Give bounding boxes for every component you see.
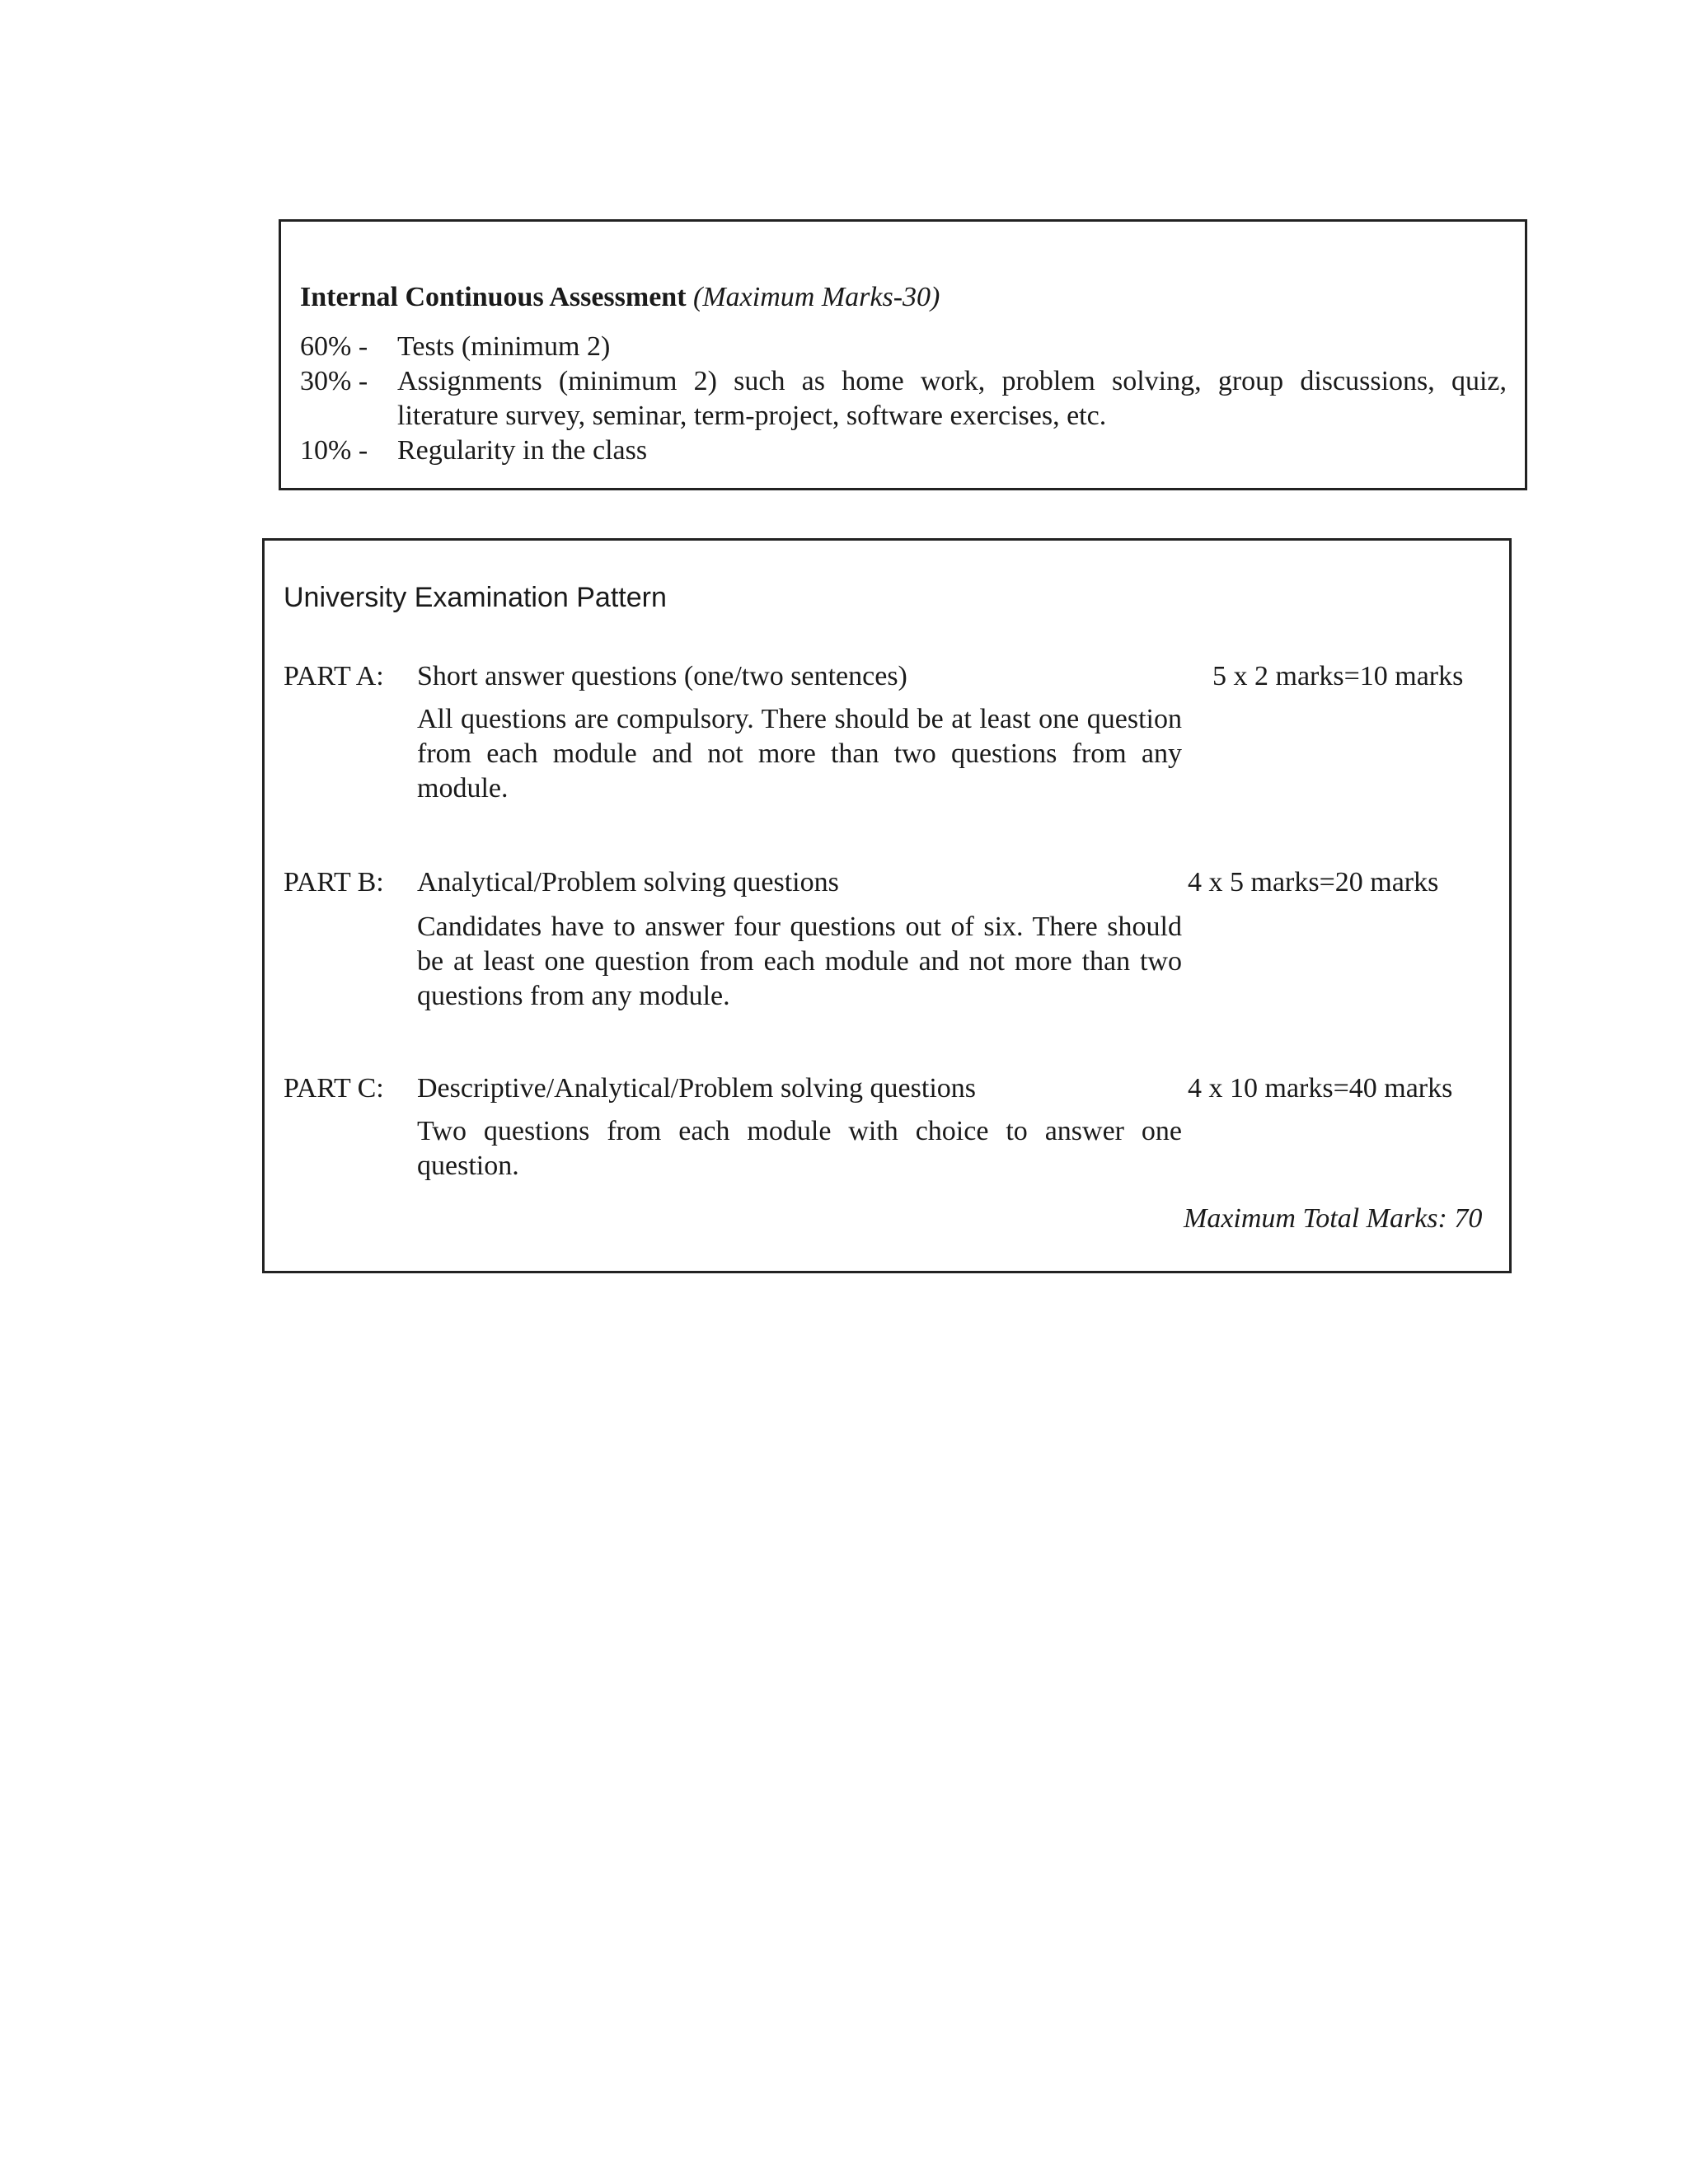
part-b-description: Candidates have to answer four questions out of six. There should be at least one question from each module and not more than two questions from any module. (417, 912, 1182, 1011)
assessment-percent: 60% - (300, 331, 368, 362)
part-b-marks: 4 x 5 marks=20 marks (1188, 867, 1439, 898)
internal-assessment-title: Internal Continuous Assessment (300, 282, 687, 312)
part-a-label: PART A: (284, 661, 384, 691)
part-b-title: Analytical/Problem solving questions (417, 867, 839, 898)
university-exam-title: University Examination Pattern (284, 582, 667, 613)
assessment-percent: 30% - (300, 366, 368, 396)
part-c-label: PART C: (284, 1073, 384, 1104)
assessment-text: Tests (minimum 2) (397, 331, 611, 362)
maximum-total-marks: Maximum Total Marks: 70 (1184, 1203, 1483, 1234)
assessment-item-tests (300, 330, 1507, 364)
part-a-description: All questions are compulsory. There should be at least one question from each module and not more than two questions from any module. (417, 704, 1182, 804)
part-b-label: PART B: (284, 867, 384, 898)
assessment-text: Regularity in the class (397, 435, 648, 466)
part-a-title: Short answer questions (one/two sentences) (417, 661, 907, 691)
university-exam-box (262, 538, 1512, 1273)
part-c-title: Descriptive/Analytical/Problem solving questions (417, 1073, 977, 1104)
assessment-item-assignments (300, 364, 1507, 434)
part-c-description: Two questions from each module with choice to answer one question. (417, 1116, 1182, 1181)
part-c-marks: 4 x 10 marks=40 marks (1188, 1073, 1453, 1104)
assessment-item-regularity (300, 434, 1507, 468)
assessment-text: Assignments (minimum 2) such as home work, problem solving, group discussions, quiz, literature survey, seminar, term-project, software exercises, etc. (397, 366, 1507, 431)
internal-assessment-heading (300, 282, 940, 313)
part-a-marks: 5 x 2 marks=10 marks (1212, 661, 1464, 691)
internal-assessment-box (279, 219, 1527, 490)
assessment-percent: 10% - (300, 435, 368, 466)
internal-assessment-max-marks: (Maximum Marks-30) (693, 282, 940, 312)
